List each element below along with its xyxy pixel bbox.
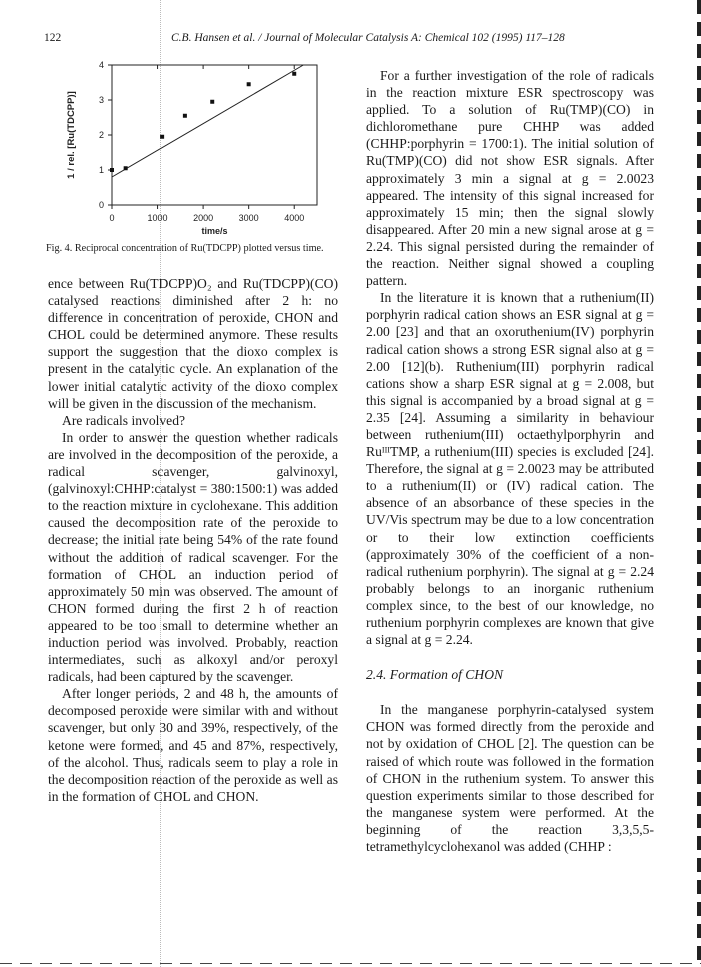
regression-line bbox=[112, 65, 303, 177]
x-tick-label: 4000 bbox=[284, 213, 305, 223]
plot-frame bbox=[112, 65, 317, 205]
data-point bbox=[183, 114, 187, 118]
x-axis-label: time/s bbox=[201, 226, 228, 236]
paragraph: After longer periods, 2 and 48 h, the amounts of decomposed peroxide were similar with and without scavenger, but only 30 and 39%, respectively, of the ketone were formed, and 45 and 87%, respectively, of the alcohol. Thus, radicals seem to play a role in the decomposition reaction of the peroxide as well as in the formation of CHOL and CHON. bbox=[48, 686, 338, 804]
data-point bbox=[292, 72, 296, 76]
y-tick-label: 1 bbox=[98, 165, 104, 175]
paragraph: For a further investigation of the role of radicals in the reaction mixture ESR spectroscopy was applied. To a solution of Ru(TMP)(CO) in dichloromethane pure CHHP was added (CHHP:porphyrin = 1700:1). The initial solution of Ru(TMP)(CO) did not show ESR signals. After approximately 3 min a signal at g = 2.0023 appeared. The intensity of this signal increased for approximately 15 min; then the signal slowly disappeared. After 20 min a new signal arose at g = 2.24. This signal persisted during the remainder of the reaction. Neither signal showed a coupling pattern. bbox=[366, 68, 654, 289]
scan-edge bbox=[697, 0, 701, 967]
data-point bbox=[124, 166, 128, 170]
paragraph: In order to answer the question whether radicals are involved in the decomposition of the peroxide, a radical scavenger, galvinoxyl, (galvinoxyl:CHHP:catalyst = 380:1500:1) was added to the reaction mixture in cyclohexane. This addition caused the decomposition rate of the peroxide to decrease; the initial rate being 54% of the rate found without the addition of radical scavenger. For the formation of CHOL an induction period of approximately 50 min was observed. The amount of CHON formed during the first 2 h of reaction appeared to be too small to determine whether an induction period was involved. Probably, reaction intermediates, such as alkoxyl and/or peroxyl radicals, had been captured by the scavenger. bbox=[48, 429, 338, 685]
x-tick-label: 1000 bbox=[147, 213, 168, 223]
x-tick-label: 0 bbox=[109, 213, 115, 223]
paragraph: Are radicals involved? bbox=[62, 412, 186, 428]
y-axis-label: 1 / rel. [Ru(TDCPP)] bbox=[66, 91, 77, 179]
y-tick-label: 4 bbox=[98, 60, 104, 70]
plot-area bbox=[66, 60, 317, 236]
paragraph: In the manganese porphyrin-catalysed system CHON was formed directly from the peroxide and not by oxidation of CHOL [2]. The question can be raised of which route was followed in the formation of CHON in the ruthenium system. To answer this question experiments similar to those described for the manganese system were performed. At the beginning of the reaction 3,3,5,5-tetramethylcyclohexanol was added (CHHP : bbox=[366, 702, 654, 855]
data-point bbox=[210, 100, 214, 104]
left-text-column bbox=[48, 275, 338, 805]
x-tick-label: 3000 bbox=[238, 213, 259, 223]
running-header-citation: C.B. Hansen et al. / Journal of Molecular Catalysis A: Chemical 102 (1995) 117–128 bbox=[171, 32, 565, 44]
data-point bbox=[110, 168, 114, 172]
data-point bbox=[160, 135, 164, 139]
scan-bottom-edge bbox=[0, 963, 701, 964]
data-point bbox=[247, 82, 251, 86]
y-tick-label: 0 bbox=[98, 200, 104, 210]
y-tick-label: 3 bbox=[98, 95, 104, 105]
paragraph: In the literature it is known that a ruthenium(II) porphyrin radical cation shows an ESR signal at g = 2.00 [23] and that an oxoruthenium(IV) porphyrin radical cation shows a strong ESR signal also at g = 2.00 [12](b). Ruthenium(III) porphyrin radical cations show a sharp ESR signal at g = 2.008, but this signal is accompanied by a broad signal at g = 2.35 [24]. Assuming a similarity in behaviour between ruthenium(III) octaethylporphyrin and RuᴵᴵᴵTMP, a ruthenium(III) species is excluded [24]. Therefore, the signal at g = 2.0023 may be attributed to a ruthenium(II) or (IV) radical cation. The absence of an absorbance of these species in the UV/Vis spectrum may be due to a low concentration or to their low extinction coefficients (approximately 30% of the coefficient of a non-radical ruthenium porphyrin). The signal at g = 2.24 probably belongs to an inorganic ruthenium complex since, to the best of our knowledge, no ruthenium porphyrin complexes are known that give a signal at g = 2.24. bbox=[366, 290, 654, 648]
y-tick-label: 2 bbox=[98, 130, 104, 140]
section-heading: 2.4. Formation of CHON bbox=[366, 667, 504, 683]
x-tick-label: 2000 bbox=[193, 213, 214, 223]
figure-caption: Fig. 4. Reciprocal concentration of Ru(TDCPP) plotted versus time. bbox=[46, 243, 324, 254]
right-text-column bbox=[366, 67, 654, 855]
page-number: 122 bbox=[44, 32, 62, 44]
figure-4-chart bbox=[60, 55, 340, 240]
paragraph: ence between Ru(TDCPP)O₂ and Ru(TDCPP)(CO) catalysed reactions diminished after 2 h: no difference in concentration of peroxide, CHON and CHOL could be determined anymore. These results support the suggestion that the dioxo complex is present in the catalytic cycle. An explanation of the lower initial catalytic activity of the dioxo complex will be given in the discussion of the mechanism. bbox=[48, 276, 338, 411]
